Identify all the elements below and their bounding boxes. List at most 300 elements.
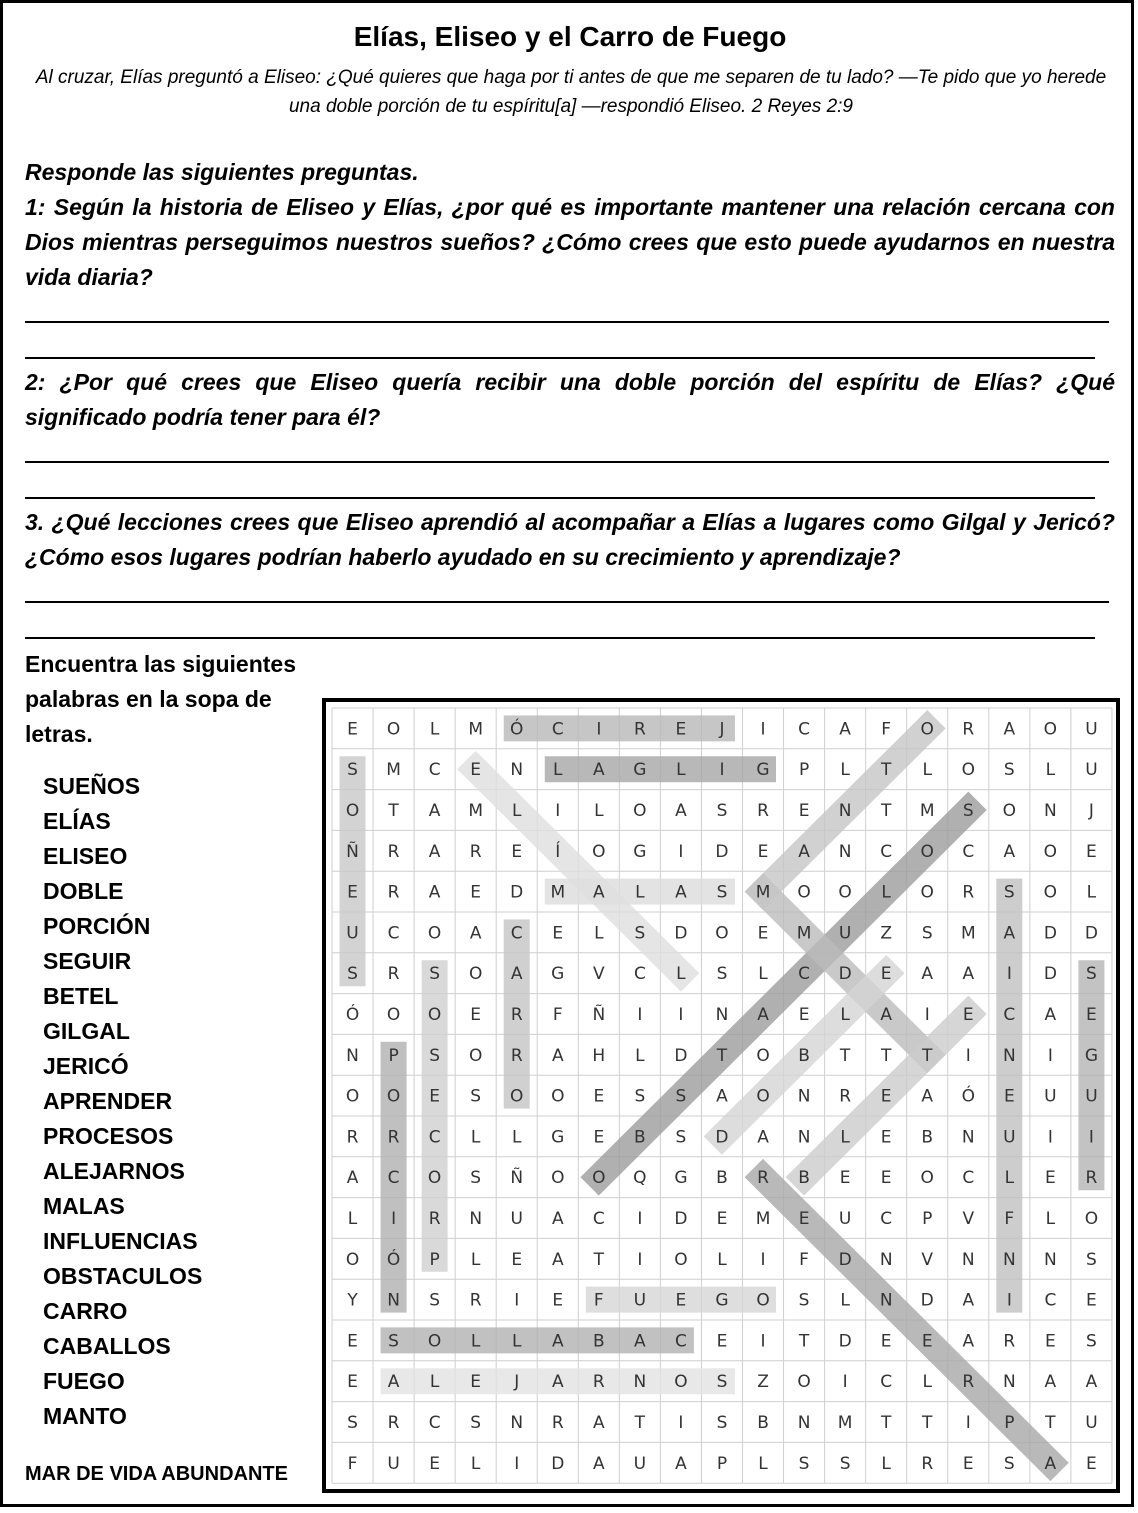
- grid-letter: N: [387, 1290, 400, 1311]
- grid-letter: C: [962, 1168, 975, 1189]
- grid-letter: S: [962, 801, 974, 821]
- grid-letter: M: [468, 719, 484, 740]
- grid-letter: F: [552, 1005, 563, 1025]
- word-list-item: ALEJARNOS: [43, 1158, 185, 1184]
- grid-letter: O: [756, 1086, 770, 1107]
- grid-letter: I: [1006, 964, 1012, 985]
- grid-letter: P: [429, 1249, 440, 1270]
- answer-line: [25, 357, 1095, 359]
- grid-letter: L: [470, 1249, 481, 1270]
- grid-letter: R: [633, 719, 646, 740]
- grid-letter: O: [386, 719, 401, 740]
- answer-line: [25, 497, 1095, 499]
- grid-letter: I: [596, 719, 602, 740]
- grid-letter: F: [881, 719, 892, 740]
- grid-letter: S: [716, 964, 728, 985]
- grid-letter: S: [675, 1086, 687, 1107]
- grid-letter: R: [592, 1372, 605, 1393]
- grid-letter: A: [593, 760, 605, 781]
- grid-letter: O: [427, 1331, 442, 1352]
- grid-letter: B: [921, 1127, 934, 1148]
- grid-letter: U: [633, 1290, 647, 1311]
- grid-letter: B: [798, 1045, 810, 1066]
- grid-letter: D: [920, 1290, 934, 1311]
- grid-letter: A: [1044, 1372, 1057, 1393]
- grid-letter: O: [592, 841, 606, 862]
- grid-letter: E: [347, 719, 358, 740]
- grid-letter: Y: [347, 1290, 358, 1311]
- word-list-item: CARRO: [43, 1298, 128, 1324]
- grid-letter: Ñ: [592, 1005, 606, 1025]
- grid-letter: M: [960, 923, 976, 944]
- grid-letter: F: [1004, 1209, 1015, 1229]
- grid-letter: C: [1044, 1290, 1057, 1311]
- grid-letter: R: [346, 1127, 359, 1148]
- grid-letter: A: [593, 1413, 605, 1433]
- grid-letter: U: [510, 1209, 523, 1229]
- grid-letter: A: [428, 801, 441, 821]
- grid-letter: N: [510, 1413, 524, 1433]
- grid-letter: O: [345, 1086, 360, 1107]
- grid-letter: F: [347, 1453, 358, 1474]
- grid-letter: A: [1003, 923, 1016, 944]
- grid-letter: N: [469, 1209, 483, 1229]
- grid-letter: S: [1003, 760, 1015, 781]
- grid-letter: S: [839, 1453, 851, 1474]
- grid-letter: A: [593, 1453, 605, 1474]
- word-list-item: JERICÓ: [43, 1053, 129, 1079]
- grid-letter: S: [347, 760, 358, 781]
- grid-letter: T: [880, 760, 892, 781]
- grid-letter: V: [921, 1249, 934, 1270]
- grid-letter: I: [678, 1005, 684, 1025]
- grid-letter: S: [716, 801, 728, 821]
- grid-letter: L: [840, 1005, 850, 1025]
- grid-letter: A: [880, 1005, 892, 1025]
- grid-letter: C: [798, 964, 811, 985]
- grid-letter: I: [1047, 1127, 1053, 1148]
- grid-letter: U: [387, 1453, 400, 1474]
- grid-letter: R: [962, 882, 975, 903]
- word-list-item: OBSTACULOS: [43, 1263, 203, 1289]
- grid-letter: U: [838, 923, 852, 944]
- grid-letter: N: [797, 1413, 811, 1433]
- grid-letter: L: [840, 1290, 850, 1311]
- grid-letter: D: [674, 923, 688, 944]
- grid-letter: L: [840, 1127, 850, 1148]
- grid-letter: Ó: [345, 1005, 360, 1025]
- grid-letter: I: [514, 1290, 520, 1311]
- grid-letter: N: [879, 1290, 893, 1311]
- grid-letter: L: [553, 760, 563, 781]
- grid-letter: O: [468, 1045, 483, 1066]
- grid-letter: I: [719, 760, 725, 781]
- grid-letter: V: [593, 964, 605, 985]
- grid-letter: S: [1086, 1331, 1097, 1352]
- grid-letter: S: [716, 1372, 728, 1393]
- grid-letter: A: [962, 1331, 975, 1352]
- grid-letter: E: [880, 1331, 892, 1352]
- grid-letter: N: [879, 1249, 893, 1270]
- grid-letter: O: [1043, 882, 1058, 903]
- grid-letter: L: [1004, 1168, 1015, 1189]
- grid-letter: O: [386, 1086, 401, 1107]
- grid-letter: R: [839, 1086, 852, 1107]
- grid-letter: N: [1044, 801, 1057, 821]
- grid-letter: A: [716, 1086, 728, 1107]
- grid-letter: S: [921, 923, 933, 944]
- grid-letter: E: [1086, 1453, 1097, 1474]
- grid-letter: A: [551, 1372, 564, 1393]
- grid-letter: R: [387, 1413, 400, 1433]
- grid-letter: A: [1085, 1372, 1098, 1393]
- grid-letter: A: [510, 964, 523, 985]
- grid-letter: M: [919, 801, 935, 821]
- grid-letter: I: [924, 1005, 930, 1025]
- grid-letter: N: [346, 1045, 359, 1066]
- grid-letter: R: [1003, 1331, 1016, 1352]
- grid-letter: O: [468, 964, 483, 985]
- grid-letter: E: [675, 1290, 687, 1311]
- grid-letter: C: [880, 841, 893, 862]
- grid-letter: I: [1006, 1290, 1012, 1311]
- grid-letter: G: [551, 1127, 565, 1148]
- grid-letter: N: [797, 1086, 811, 1107]
- grid-letter: A: [428, 882, 441, 903]
- grid-letter: A: [1044, 1005, 1057, 1025]
- grid-letter: M: [837, 1413, 853, 1433]
- grid-letter: C: [387, 923, 400, 944]
- grid-letter: E: [880, 964, 892, 985]
- grid-letter: O: [345, 801, 360, 821]
- grid-letter: Ó: [961, 1086, 975, 1107]
- grid-letter: T: [880, 1045, 892, 1066]
- grid-letter: G: [715, 1290, 729, 1311]
- grid-letter: T: [839, 1045, 851, 1066]
- grid-letter: O: [633, 801, 647, 821]
- grid-letter: I: [842, 1372, 848, 1393]
- grid-letter: N: [510, 760, 524, 781]
- grid-letter: O: [756, 1045, 770, 1066]
- grid-letter: L: [758, 1453, 768, 1474]
- word-list-item: GILGAL: [43, 1018, 130, 1044]
- grid-letter: B: [634, 1127, 646, 1148]
- grid-letter: N: [1002, 1249, 1016, 1270]
- grid-letter: N: [838, 841, 852, 862]
- grid-letter: C: [551, 719, 564, 740]
- grid-letter: I: [965, 1413, 971, 1433]
- grid-letter: B: [757, 1413, 769, 1433]
- grid-letter: L: [922, 760, 932, 781]
- grid-letter: Z: [880, 923, 893, 944]
- grid-letter: I: [391, 1209, 397, 1229]
- grid-letter: E: [470, 1005, 482, 1025]
- grid-letter: L: [635, 1045, 645, 1066]
- grid-letter: L: [635, 882, 645, 903]
- grid-letter: E: [429, 1086, 440, 1107]
- grid-letter: E: [470, 882, 482, 903]
- grid-letter: O: [345, 1249, 360, 1270]
- grid-letter: E: [552, 1290, 564, 1311]
- word-list-item: PROCESOS: [43, 1123, 174, 1149]
- grid-letter: Ó: [386, 1249, 401, 1270]
- grid-letter: I: [760, 1331, 766, 1352]
- grid-letter: L: [1086, 882, 1097, 903]
- grid-letter: A: [1003, 841, 1016, 862]
- grid-letter: A: [428, 841, 441, 862]
- grid-letter: E: [880, 1127, 892, 1148]
- grid-letter: N: [797, 1127, 811, 1148]
- grid-letter: E: [839, 1168, 851, 1189]
- grid-letter: C: [428, 1413, 441, 1433]
- grid-letter: A: [757, 1127, 769, 1148]
- grid-letter: L: [511, 801, 522, 821]
- grid-letter: L: [676, 964, 686, 985]
- grid-letter: T: [880, 1413, 892, 1433]
- grid-letter: A: [634, 1331, 646, 1352]
- grid-letter: F: [799, 1249, 809, 1270]
- grid-letter: P: [922, 1209, 933, 1229]
- grid-letter: R: [962, 719, 975, 740]
- grid-letter: C: [674, 1331, 687, 1352]
- grid-letter: O: [961, 760, 975, 781]
- grid-letter: O: [592, 1168, 606, 1189]
- grid-letter: B: [592, 1331, 605, 1352]
- grid-letter: P: [716, 1453, 728, 1474]
- grid-letter: N: [961, 1127, 975, 1148]
- grid-letter: R: [387, 1127, 400, 1148]
- grid-letter: N: [1044, 1249, 1057, 1270]
- grid-letter: O: [838, 882, 852, 903]
- grid-letter: F: [593, 1290, 604, 1311]
- grid-letter: D: [510, 882, 524, 903]
- grid-letter: D: [1043, 923, 1057, 944]
- grid-letter: D: [674, 1045, 688, 1066]
- grid-letter: O: [551, 1086, 565, 1107]
- grid-letter: A: [346, 1168, 359, 1189]
- grid-letter: D: [715, 1127, 729, 1148]
- word-search-instructions: Encuentra las siguientes palabras en la sopa de letras.: [25, 651, 296, 747]
- grid-letter: I: [1088, 1127, 1094, 1148]
- word-list: [43, 769, 202, 1434]
- grid-letter: C: [510, 923, 523, 944]
- grid-letter: S: [470, 1168, 482, 1189]
- grid-letter: E: [552, 923, 564, 944]
- grid-letter: E: [347, 1372, 358, 1393]
- grid-letter: Q: [633, 1168, 647, 1189]
- grid-letter: E: [1086, 1005, 1097, 1025]
- grid-letter: E: [1086, 841, 1097, 862]
- grid-letter: O: [920, 719, 934, 740]
- grid-letter: R: [387, 841, 400, 862]
- grid-letter: E: [798, 1209, 810, 1229]
- grid-letter: S: [429, 964, 441, 985]
- grid-letter: O: [674, 1249, 688, 1270]
- grid-letter: O: [427, 1005, 442, 1025]
- grid-letter: O: [797, 1372, 811, 1393]
- grid-letter: B: [798, 1168, 810, 1189]
- grid-letter: M: [468, 801, 484, 821]
- grid-letter: I: [1047, 1045, 1053, 1066]
- grid-letter: S: [1086, 964, 1097, 985]
- word-list-item: ELÍAS: [43, 808, 111, 834]
- grid-letter: U: [1085, 1413, 1098, 1433]
- grid-letter: L: [470, 1453, 481, 1474]
- grid-letter: E: [716, 1209, 728, 1229]
- grid-letter: R: [510, 1005, 523, 1025]
- grid-letter: E: [347, 1331, 358, 1352]
- grid-letter: J: [1088, 801, 1094, 821]
- grid-letter: D: [838, 1331, 852, 1352]
- grid-letter: S: [388, 1331, 399, 1352]
- question-1: 1: Según la historia de Eliseo y Elías, ¿por qué es importante mantener una relación cercana con Dios mientras perseguimos nuestros sueños? ¿Cómo crees que esto puede ayudarnos en nuestra vida diaria?: [25, 194, 1115, 290]
- grid-letter: I: [637, 1005, 643, 1025]
- grid-letter: M: [755, 1209, 771, 1229]
- grid-letter: I: [678, 1413, 684, 1433]
- grid-letter: C: [880, 1209, 893, 1229]
- grid-letter: E: [593, 1127, 605, 1148]
- grid-letter: J: [719, 719, 725, 740]
- grid-letter: C: [428, 760, 441, 781]
- grid-letter: E: [470, 760, 482, 781]
- grid-letter: E: [1086, 1290, 1097, 1311]
- grid-letter: A: [551, 1209, 564, 1229]
- word-list-item: APRENDER: [43, 1088, 173, 1114]
- grid-letter: L: [470, 1127, 481, 1148]
- grid-letter: I: [760, 719, 766, 740]
- grid-letter: R: [387, 964, 400, 985]
- grid-letter: A: [675, 882, 687, 903]
- grid-letter: D: [1043, 964, 1057, 985]
- word-list-item: MALAS: [43, 1193, 125, 1219]
- grid-letter: S: [1086, 1249, 1097, 1270]
- grid-letter: O: [797, 882, 811, 903]
- grid-letter: E: [1003, 1086, 1015, 1107]
- grid-letter: S: [716, 1413, 728, 1433]
- grid-letter: E: [962, 1453, 974, 1474]
- answer-line: [25, 321, 1109, 323]
- grid-letter: N: [1002, 1045, 1016, 1066]
- grid-letter: S: [429, 1045, 441, 1066]
- grid-letter: U: [1003, 1127, 1016, 1148]
- grid-letter: E: [593, 1086, 605, 1107]
- grid-letter: A: [921, 1086, 934, 1107]
- bible-verse: Al cruzar, Elías preguntó a Eliseo: ¿Qué quieres que haga por ti antes de que me separen de tu lado? —Te pido que yo herede una doble porción de tu espíritu[a] —respondió Eliseo. 2 Reyes 2:9: [35, 67, 1107, 117]
- grid-letter: A: [962, 1290, 975, 1311]
- grid-letter: A: [551, 1249, 564, 1270]
- grid-letter: T: [922, 1045, 933, 1066]
- grid-letter: Ó: [510, 719, 524, 740]
- grid-letter: A: [551, 1045, 564, 1066]
- grid-letter: R: [469, 1290, 482, 1311]
- grid-letter: G: [633, 841, 647, 862]
- grid-letter: S: [1003, 882, 1015, 903]
- grid-letter: E: [675, 719, 687, 740]
- grid-letter: O: [427, 1168, 442, 1189]
- grid-letter: I: [965, 1045, 971, 1066]
- grid-letter: O: [510, 1086, 524, 1107]
- grid-letter: A: [469, 923, 482, 944]
- grid-letter: L: [1045, 760, 1056, 781]
- grid-letter: E: [470, 1372, 482, 1393]
- grid-letter: A: [962, 964, 975, 985]
- grid-letter: S: [716, 882, 728, 903]
- grid-letter: O: [551, 1168, 565, 1189]
- grid-letter: E: [798, 1005, 810, 1025]
- grid-letter: A: [798, 841, 810, 862]
- grid-letter: I: [514, 1453, 520, 1474]
- grid-letter: S: [634, 1086, 646, 1107]
- grid-letter: P: [1004, 1413, 1015, 1433]
- grid-letter: O: [715, 923, 729, 944]
- word-list-item: SEGUIR: [43, 948, 132, 974]
- grid-letter: S: [675, 1127, 687, 1148]
- grid-letter: E: [757, 923, 769, 944]
- grid-letter: D: [838, 964, 852, 985]
- grid-letter: A: [551, 1331, 564, 1352]
- grid-letter: D: [551, 1453, 565, 1474]
- grid-letter: T: [880, 801, 892, 821]
- grid-letter: A: [921, 964, 934, 985]
- grid-letter: S: [634, 923, 646, 944]
- grid-letter: M: [550, 882, 566, 903]
- grid-letter: N: [1002, 1372, 1016, 1393]
- grid-letter: E: [716, 1331, 728, 1352]
- word-list-item: PORCIÓN: [43, 913, 151, 939]
- grid-letter: G: [674, 1168, 688, 1189]
- word-list-item: BETEL: [43, 983, 119, 1009]
- grid-letter: E: [798, 801, 810, 821]
- instructions: Responde las siguientes preguntas.: [25, 159, 419, 185]
- grid-letter: L: [470, 1331, 481, 1352]
- grid-letter: Í: [555, 841, 561, 862]
- grid-letter: L: [1045, 1209, 1056, 1229]
- grid-letter: I: [637, 1209, 643, 1229]
- grid-letter: O: [674, 1372, 688, 1393]
- grid-letter: A: [839, 719, 851, 740]
- grid-letter: T: [798, 1331, 810, 1352]
- footer-brand: MAR DE VIDA ABUNDANTE: [25, 1463, 288, 1485]
- answer-line: [25, 461, 1109, 463]
- grid-letter: L: [594, 801, 604, 821]
- grid-letter: U: [1044, 1086, 1057, 1107]
- answer-line: [25, 637, 1095, 639]
- grid-letter: S: [470, 1413, 482, 1433]
- question-2: 2: ¿Por qué crees que Eliseo quería recibir una doble porción del espíritu de Elías? ¿Qué significado podría tener para él?: [25, 369, 1115, 430]
- grid-letter: C: [428, 1127, 441, 1148]
- grid-letter: S: [347, 1413, 358, 1433]
- grid-letter: R: [551, 1413, 564, 1433]
- grid-letter: S: [798, 1290, 810, 1311]
- grid-letter: E: [511, 841, 523, 862]
- grid-letter: G: [633, 760, 647, 781]
- grid-letter: E: [429, 1453, 440, 1474]
- grid-letter: L: [347, 1209, 358, 1229]
- grid-letter: B: [716, 1168, 728, 1189]
- grid-letter: N: [633, 1372, 647, 1393]
- grid-letter: D: [838, 1249, 852, 1270]
- grid-letter: M: [796, 923, 812, 944]
- grid-letter: R: [510, 1045, 523, 1066]
- grid-letter: R: [1085, 1168, 1098, 1189]
- word-list-item: FUEGO: [43, 1368, 125, 1394]
- grid-letter: L: [511, 1331, 522, 1352]
- grid-letter: A: [387, 1372, 400, 1393]
- grid-letter: L: [429, 1372, 440, 1393]
- grid-letter: U: [1085, 760, 1098, 781]
- grid-letter: C: [633, 964, 646, 985]
- grid-letter: L: [594, 923, 604, 944]
